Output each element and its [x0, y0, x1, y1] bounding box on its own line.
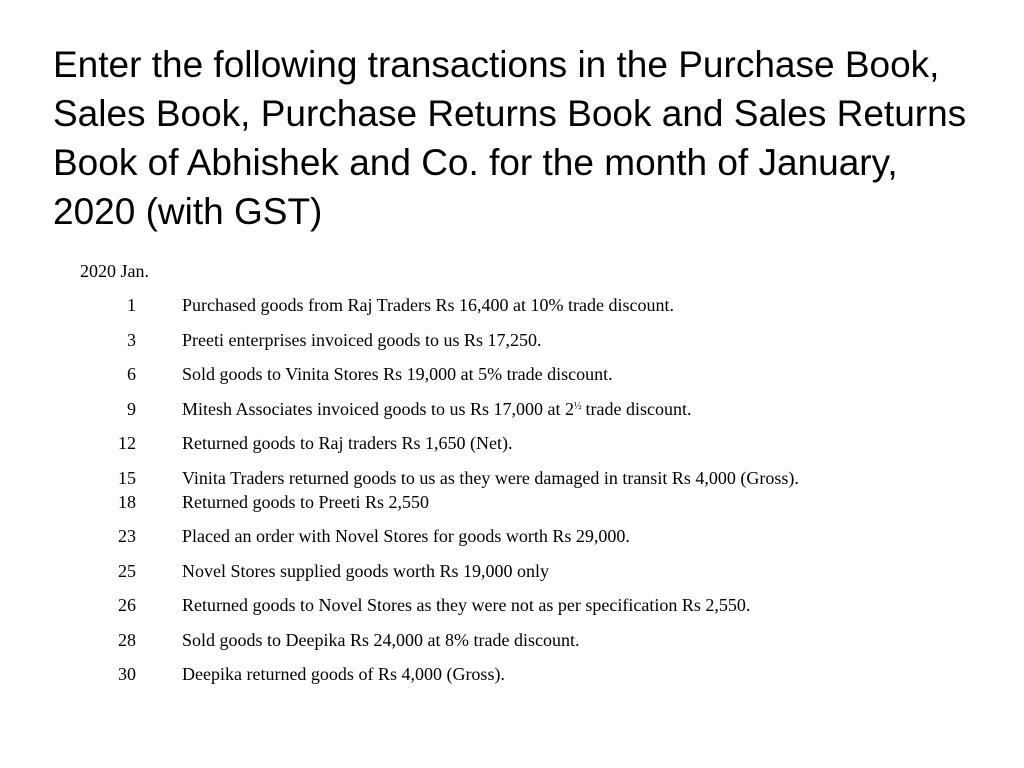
- transaction-text: Placed an order with Novel Stores for goods worth Rs 29,000.: [182, 526, 630, 546]
- transaction-text: Sold goods to Deepika Rs 24,000 at 8% trade discount.: [182, 629, 580, 650]
- transaction-list: [100, 293, 960, 686]
- transaction-text: Returned goods to Raj traders Rs 1,650 (Net).: [182, 433, 513, 453]
- transaction-day: 12: [118, 433, 136, 453]
- transaction-day: 6: [127, 364, 136, 384]
- transaction-day: 30: [118, 664, 136, 684]
- transaction-row: [100, 662, 960, 686]
- transaction-row: [100, 628, 960, 652]
- question-title: Enter the following transactions in the Purchase Book, Sales Book, Purchase Returns Book and Sales Returns Book of Abhishek and Co. for the month of January, 2020 (with GST): [53, 44, 967, 232]
- transaction-text: Preeti enterprises invoiced goods to us Rs 17,250.: [182, 329, 542, 350]
- transaction-text: Purchased goods from Raj Traders Rs 16,400 at 10% trade discount.: [182, 295, 674, 315]
- transaction-row: [100, 362, 960, 386]
- transaction-text: Novel Stores supplied goods worth Rs 19,000 only: [182, 560, 549, 581]
- transaction-row: [100, 490, 960, 514]
- transaction-day: 3: [127, 329, 136, 350]
- month-label: 2020 Jan.: [80, 261, 149, 281]
- transaction-day: 25: [118, 560, 136, 581]
- transaction-row: [100, 593, 960, 617]
- transaction-text: Returned goods to Novel Stores as they were not as per specification Rs 2,550.: [182, 595, 751, 615]
- transaction-text: Deepika returned goods of Rs 4,000 (Gross).: [182, 664, 505, 684]
- transaction-text: Sold goods to Vinita Stores Rs 19,000 at 5% trade discount.: [182, 364, 613, 384]
- fraction-half: ½: [573, 400, 581, 412]
- transaction-text-part: Mitesh Associates invoiced goods to us Rs 17,000 at 2: [182, 398, 574, 419]
- transaction-text: [182, 397, 902, 421]
- transaction-day: 26: [118, 595, 136, 615]
- transaction-day: 15: [118, 467, 136, 488]
- transaction-row: [100, 559, 960, 583]
- transaction-day: 1: [127, 295, 136, 315]
- transaction-day: 9: [127, 398, 136, 419]
- transaction-row: [100, 328, 960, 352]
- transaction-day: 23: [118, 526, 136, 546]
- transaction-row: [100, 397, 960, 421]
- transaction-row: [100, 466, 960, 490]
- transaction-row: [100, 431, 960, 455]
- transaction-text: Vinita Traders returned goods to us as they were damaged in transit Rs 4,000 (Gross).: [182, 467, 799, 488]
- transaction-row: [100, 524, 960, 548]
- transaction-row: [100, 293, 960, 317]
- transaction-day: 28: [118, 629, 136, 650]
- transaction-day: 18: [118, 491, 136, 512]
- transaction-text: Returned goods to Preeti Rs 2,550: [182, 491, 429, 512]
- transaction-text-part: trade discount.: [580, 398, 692, 419]
